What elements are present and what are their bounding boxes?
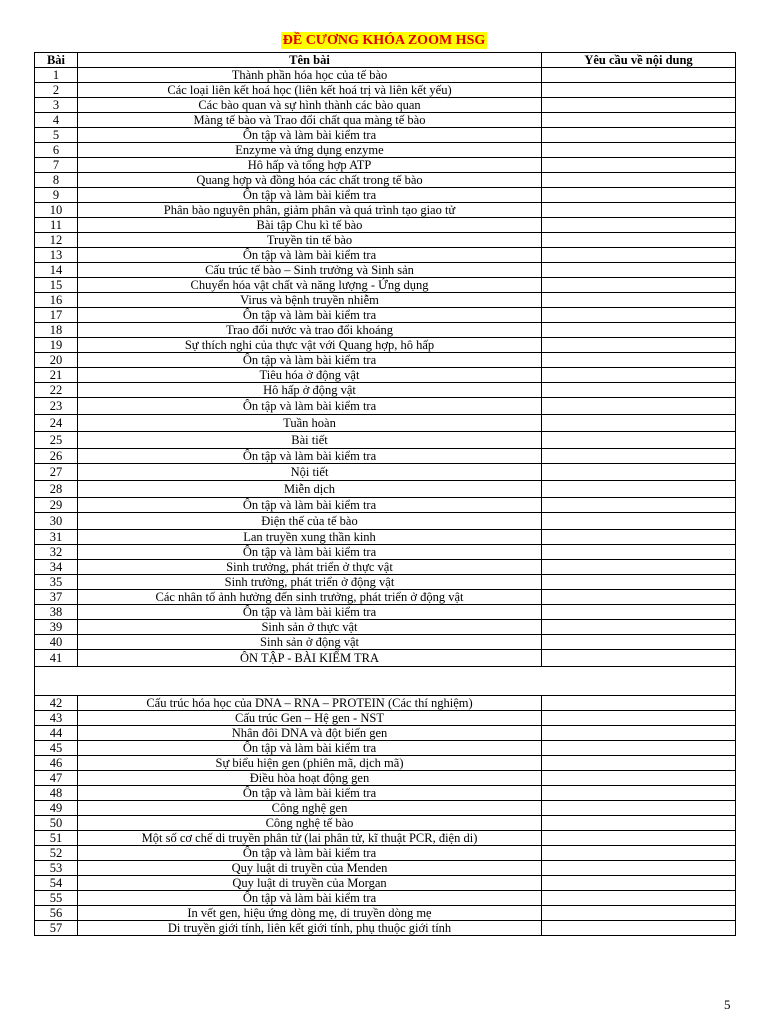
cell-bai: 16 bbox=[35, 293, 78, 308]
section-spacer-row bbox=[35, 667, 736, 696]
table-row bbox=[35, 128, 736, 143]
cell-bai: 29 bbox=[35, 498, 78, 513]
cell-ten-bai: Màng tế bào và Trao đổi chất qua màng tế bào bbox=[78, 113, 542, 128]
cell-ten-bai: Ôn tập và làm bài kiểm tra bbox=[78, 786, 542, 801]
cell-yeu-cau bbox=[542, 143, 736, 158]
cell-bai: 4 bbox=[35, 113, 78, 128]
table-row bbox=[35, 711, 736, 726]
header-yeu-cau: Yêu cầu về nội dung bbox=[542, 53, 736, 68]
cell-ten-bai: Ôn tập và làm bài kiểm tra bbox=[78, 891, 542, 906]
cell-ten-bai: Một số cơ chế di truyền phân tử (lai phân tử, kĩ thuật PCR, điện di) bbox=[78, 831, 542, 846]
cell-bai: 12 bbox=[35, 233, 78, 248]
cell-ten-bai: Ôn tập và làm bài kiểm tra bbox=[78, 741, 542, 756]
page-number: 5 bbox=[724, 997, 731, 1012]
cell-bai: 46 bbox=[35, 756, 78, 771]
cell-yeu-cau bbox=[542, 726, 736, 741]
cell-bai: 34 bbox=[35, 560, 78, 575]
cell-ten-bai: Tiêu hóa ở động vật bbox=[78, 368, 542, 383]
cell-ten-bai: Hô hấp ở động vật bbox=[78, 383, 542, 398]
table-row bbox=[35, 98, 736, 113]
cell-yeu-cau bbox=[542, 113, 736, 128]
cell-yeu-cau bbox=[542, 481, 736, 498]
cell-yeu-cau bbox=[542, 464, 736, 481]
cell-bai: 57 bbox=[35, 921, 78, 936]
syllabus-table bbox=[34, 52, 736, 936]
cell-bai: 31 bbox=[35, 530, 78, 545]
table-row bbox=[35, 203, 736, 218]
cell-yeu-cau bbox=[542, 711, 736, 726]
cell-ten-bai: Enzyme và ứng dụng enzyme bbox=[78, 143, 542, 158]
cell-bai: 47 bbox=[35, 771, 78, 786]
cell-bai: 5 bbox=[35, 128, 78, 143]
table-row bbox=[35, 590, 736, 605]
cell-yeu-cau bbox=[542, 128, 736, 143]
table-row bbox=[35, 383, 736, 398]
cell-bai: 6 bbox=[35, 143, 78, 158]
table-row bbox=[35, 353, 736, 368]
cell-yeu-cau bbox=[542, 432, 736, 449]
table-row bbox=[35, 263, 736, 278]
cell-ten-bai: Quy luật di truyền của Morgan bbox=[78, 876, 542, 891]
cell-ten-bai: Ôn tập và làm bài kiểm tra bbox=[78, 353, 542, 368]
table-header-row bbox=[35, 53, 736, 68]
cell-yeu-cau bbox=[542, 278, 736, 293]
table-row bbox=[35, 846, 736, 861]
cell-ten-bai: Cấu trúc hóa học của DNA – RNA – PROTEIN (Các thí nghiệm) bbox=[78, 696, 542, 711]
table-row bbox=[35, 338, 736, 353]
cell-yeu-cau bbox=[542, 786, 736, 801]
cell-ten-bai: Thành phần hóa học của tế bào bbox=[78, 68, 542, 83]
table-row bbox=[35, 233, 736, 248]
table-row bbox=[35, 368, 736, 383]
table-row bbox=[35, 464, 736, 481]
cell-yeu-cau bbox=[542, 696, 736, 711]
table-row bbox=[35, 741, 736, 756]
table-row bbox=[35, 432, 736, 449]
cell-bai: 48 bbox=[35, 786, 78, 801]
table-row bbox=[35, 545, 736, 560]
cell-bai: 10 bbox=[35, 203, 78, 218]
cell-bai: 28 bbox=[35, 481, 78, 498]
cell-ten-bai: Công nghệ tế bào bbox=[78, 816, 542, 831]
cell-ten-bai: In vết gen, hiệu ứng dòng mẹ, di truyền dòng mẹ bbox=[78, 906, 542, 921]
table-row bbox=[35, 620, 736, 635]
cell-ten-bai: Ôn tập và làm bài kiểm tra bbox=[78, 449, 542, 464]
cell-ten-bai: Sự thích nghi của thực vật với Quang hợp, hô hấp bbox=[78, 338, 542, 353]
cell-yeu-cau bbox=[542, 83, 736, 98]
cell-ten-bai: Tuần hoàn bbox=[78, 415, 542, 432]
cell-yeu-cau bbox=[542, 188, 736, 203]
cell-ten-bai: Virus và bệnh truyền nhiễm bbox=[78, 293, 542, 308]
cell-yeu-cau bbox=[542, 173, 736, 188]
cell-ten-bai: Miễn dịch bbox=[78, 481, 542, 498]
cell-bai: 55 bbox=[35, 891, 78, 906]
cell-bai: 18 bbox=[35, 323, 78, 338]
cell-bai: 40 bbox=[35, 635, 78, 650]
table-row bbox=[35, 158, 736, 173]
cell-bai: 32 bbox=[35, 545, 78, 560]
cell-ten-bai: Hô hấp và tổng hợp ATP bbox=[78, 158, 542, 173]
cell-yeu-cau bbox=[542, 891, 736, 906]
cell-yeu-cau bbox=[542, 801, 736, 816]
header-ten-bai: Tên bài bbox=[78, 53, 542, 68]
cell-yeu-cau bbox=[542, 353, 736, 368]
cell-bai: 39 bbox=[35, 620, 78, 635]
cell-yeu-cau bbox=[542, 921, 736, 936]
cell-yeu-cau bbox=[542, 876, 736, 891]
cell-yeu-cau bbox=[542, 498, 736, 513]
cell-yeu-cau bbox=[542, 248, 736, 263]
table-row bbox=[35, 323, 736, 338]
cell-yeu-cau bbox=[542, 98, 736, 113]
cell-yeu-cau bbox=[542, 203, 736, 218]
cell-bai: 24 bbox=[35, 415, 78, 432]
cell-ten-bai: Sinh trưởng, phát triển ở thực vật bbox=[78, 560, 542, 575]
cell-ten-bai: Các loại liên kết hoá học (liên kết hoá trị và liên kết yếu) bbox=[78, 83, 542, 98]
table-row bbox=[35, 143, 736, 158]
cell-bai: 52 bbox=[35, 846, 78, 861]
cell-ten-bai: Ôn tập và làm bài kiểm tra bbox=[78, 545, 542, 560]
cell-bai: 38 bbox=[35, 605, 78, 620]
table-row bbox=[35, 308, 736, 323]
table-row bbox=[35, 248, 736, 263]
cell-bai: 9 bbox=[35, 188, 78, 203]
cell-bai: 45 bbox=[35, 741, 78, 756]
cell-ten-bai: Nhân đôi DNA và đột biến gen bbox=[78, 726, 542, 741]
cell-bai: 51 bbox=[35, 831, 78, 846]
cell-yeu-cau bbox=[542, 771, 736, 786]
cell-bai: 13 bbox=[35, 248, 78, 263]
spacer-cell bbox=[35, 667, 736, 696]
cell-bai: 23 bbox=[35, 398, 78, 415]
cell-yeu-cau bbox=[542, 368, 736, 383]
cell-ten-bai: ÔN TẬP - BÀI KIỂM TRA bbox=[78, 650, 542, 667]
table-row bbox=[35, 481, 736, 498]
cell-yeu-cau bbox=[542, 68, 736, 83]
table-row bbox=[35, 906, 736, 921]
cell-bai: 50 bbox=[35, 816, 78, 831]
cell-ten-bai: Ôn tập và làm bài kiểm tra bbox=[78, 605, 542, 620]
table-row bbox=[35, 801, 736, 816]
cell-ten-bai: Truyền tin tế bào bbox=[78, 233, 542, 248]
cell-bai: 2 bbox=[35, 83, 78, 98]
table-row bbox=[35, 278, 736, 293]
cell-bai: 8 bbox=[35, 173, 78, 188]
cell-yeu-cau bbox=[542, 861, 736, 876]
cell-bai: 53 bbox=[35, 861, 78, 876]
table-row bbox=[35, 816, 736, 831]
header-bai: Bài bbox=[35, 53, 78, 68]
cell-ten-bai: Cấu trúc Gen – Hệ gen - NST bbox=[78, 711, 542, 726]
cell-ten-bai: Lan truyền xung thần kinh bbox=[78, 530, 542, 545]
cell-bai: 56 bbox=[35, 906, 78, 921]
cell-ten-bai: Bài tập Chu kì tế bào bbox=[78, 218, 542, 233]
cell-yeu-cau bbox=[542, 293, 736, 308]
cell-bai: 15 bbox=[35, 278, 78, 293]
cell-yeu-cau bbox=[542, 831, 736, 846]
cell-ten-bai: Quang hợp và đồng hóa các chất trong tế bào bbox=[78, 173, 542, 188]
table-body bbox=[35, 68, 736, 936]
cell-ten-bai: Ôn tập và làm bài kiểm tra bbox=[78, 188, 542, 203]
cell-yeu-cau bbox=[542, 233, 736, 248]
title-wrap bbox=[0, 31, 768, 49]
cell-bai: 26 bbox=[35, 449, 78, 464]
cell-bai: 17 bbox=[35, 308, 78, 323]
cell-bai: 35 bbox=[35, 575, 78, 590]
cell-yeu-cau bbox=[542, 415, 736, 432]
cell-bai: 49 bbox=[35, 801, 78, 816]
cell-ten-bai: Nội tiết bbox=[78, 464, 542, 481]
table-row bbox=[35, 173, 736, 188]
cell-bai: 3 bbox=[35, 98, 78, 113]
table-row bbox=[35, 876, 736, 891]
cell-bai: 42 bbox=[35, 696, 78, 711]
table-row bbox=[35, 726, 736, 741]
cell-yeu-cau bbox=[542, 530, 736, 545]
cell-ten-bai: Các nhân tố ảnh hưởng đến sinh trưởng, phát triển ở động vật bbox=[78, 590, 542, 605]
cell-ten-bai: Sinh trưởng, phát triển ở động vật bbox=[78, 575, 542, 590]
cell-ten-bai: Cấu trúc tế bào – Sinh trưởng và Sinh sản bbox=[78, 263, 542, 278]
cell-yeu-cau bbox=[542, 741, 736, 756]
cell-yeu-cau bbox=[542, 338, 736, 353]
cell-ten-bai: Bài tiết bbox=[78, 432, 542, 449]
cell-yeu-cau bbox=[542, 218, 736, 233]
table-row bbox=[35, 415, 736, 432]
cell-yeu-cau bbox=[542, 575, 736, 590]
cell-bai: 30 bbox=[35, 513, 78, 530]
table-row bbox=[35, 650, 736, 667]
table-row bbox=[35, 696, 736, 711]
cell-yeu-cau bbox=[542, 650, 736, 667]
cell-bai: 44 bbox=[35, 726, 78, 741]
cell-yeu-cau bbox=[542, 590, 736, 605]
cell-bai: 1 bbox=[35, 68, 78, 83]
table-row bbox=[35, 398, 736, 415]
cell-ten-bai: Ôn tập và làm bài kiểm tra bbox=[78, 128, 542, 143]
table-row bbox=[35, 861, 736, 876]
cell-bai: 54 bbox=[35, 876, 78, 891]
cell-bai: 21 bbox=[35, 368, 78, 383]
cell-ten-bai: Sự biểu hiện gen (phiên mã, dịch mã) bbox=[78, 756, 542, 771]
cell-ten-bai: Ôn tập và làm bài kiểm tra bbox=[78, 846, 542, 861]
table-row bbox=[35, 83, 736, 98]
table-row bbox=[35, 530, 736, 545]
table-row bbox=[35, 188, 736, 203]
cell-yeu-cau bbox=[542, 560, 736, 575]
cell-yeu-cau bbox=[542, 158, 736, 173]
table-row bbox=[35, 560, 736, 575]
cell-ten-bai: Quy luật di truyền của Menden bbox=[78, 861, 542, 876]
cell-bai: 22 bbox=[35, 383, 78, 398]
table-row bbox=[35, 113, 736, 128]
cell-yeu-cau bbox=[542, 846, 736, 861]
table-row bbox=[35, 498, 736, 513]
cell-yeu-cau bbox=[542, 605, 736, 620]
cell-ten-bai: Trao đổi nước và trao đổi khoáng bbox=[78, 323, 542, 338]
cell-yeu-cau bbox=[542, 756, 736, 771]
table-row bbox=[35, 786, 736, 801]
cell-ten-bai: Di truyền giới tính, liên kết giới tính, phụ thuộc giới tính bbox=[78, 921, 542, 936]
cell-bai: 14 bbox=[35, 263, 78, 278]
cell-yeu-cau bbox=[542, 398, 736, 415]
table-row bbox=[35, 756, 736, 771]
cell-bai: 43 bbox=[35, 711, 78, 726]
document-title: ĐỀ CƯƠNG KHÓA ZOOM HSG bbox=[282, 33, 486, 48]
cell-yeu-cau bbox=[542, 449, 736, 464]
table-row bbox=[35, 605, 736, 620]
cell-bai: 25 bbox=[35, 432, 78, 449]
cell-ten-bai: Ôn tập và làm bài kiểm tra bbox=[78, 398, 542, 415]
cell-ten-bai: Các bào quan và sự hình thành các bào quan bbox=[78, 98, 542, 113]
cell-yeu-cau bbox=[542, 308, 736, 323]
table-row bbox=[35, 921, 736, 936]
table-row bbox=[35, 449, 736, 464]
cell-bai: 20 bbox=[35, 353, 78, 368]
cell-ten-bai: Phân bào nguyên phân, giảm phân và quá trình tạo giao tử bbox=[78, 203, 542, 218]
table-row bbox=[35, 68, 736, 83]
cell-yeu-cau bbox=[542, 545, 736, 560]
cell-bai: 19 bbox=[35, 338, 78, 353]
cell-yeu-cau bbox=[542, 513, 736, 530]
cell-ten-bai: Điều hòa hoạt động gen bbox=[78, 771, 542, 786]
cell-ten-bai: Chuyển hóa vật chất và năng lượng - Ứng dụng bbox=[78, 278, 542, 293]
cell-yeu-cau bbox=[542, 383, 736, 398]
cell-ten-bai: Công nghệ gen bbox=[78, 801, 542, 816]
table-row bbox=[35, 771, 736, 786]
cell-ten-bai: Điện thế của tế bào bbox=[78, 513, 542, 530]
table-row bbox=[35, 293, 736, 308]
table-row bbox=[35, 218, 736, 233]
cell-yeu-cau bbox=[542, 816, 736, 831]
cell-ten-bai: Sinh sản ở động vật bbox=[78, 635, 542, 650]
cell-bai: 37 bbox=[35, 590, 78, 605]
cell-yeu-cau bbox=[542, 635, 736, 650]
cell-bai: 27 bbox=[35, 464, 78, 481]
table-row bbox=[35, 635, 736, 650]
cell-ten-bai: Ôn tập và làm bài kiểm tra bbox=[78, 498, 542, 513]
cell-ten-bai: Sinh sản ở thực vật bbox=[78, 620, 542, 635]
cell-yeu-cau bbox=[542, 620, 736, 635]
table-row bbox=[35, 513, 736, 530]
table-row bbox=[35, 891, 736, 906]
cell-bai: 41 bbox=[35, 650, 78, 667]
cell-yeu-cau bbox=[542, 906, 736, 921]
table-row bbox=[35, 831, 736, 846]
cell-bai: 11 bbox=[35, 218, 78, 233]
cell-yeu-cau bbox=[542, 323, 736, 338]
table-row bbox=[35, 575, 736, 590]
cell-ten-bai: Ôn tập và làm bài kiểm tra bbox=[78, 248, 542, 263]
cell-bai: 7 bbox=[35, 158, 78, 173]
cell-yeu-cau bbox=[542, 263, 736, 278]
cell-ten-bai: Ôn tập và làm bài kiểm tra bbox=[78, 308, 542, 323]
